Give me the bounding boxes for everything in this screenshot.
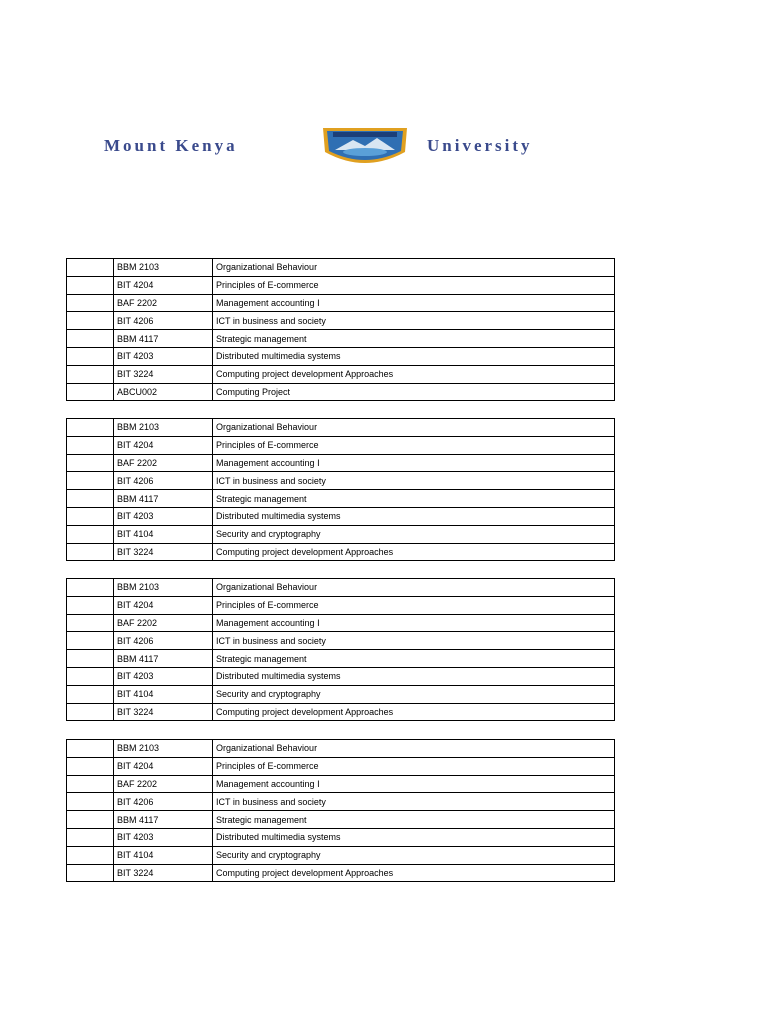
course-code-cell: BAF 2202 <box>114 294 213 312</box>
course-title-cell: Management accounting I <box>213 614 615 632</box>
table-row <box>67 347 615 365</box>
course-code-cell: ABCU002 <box>114 383 213 401</box>
course-code-cell: BBM 4117 <box>114 490 213 508</box>
table-row <box>67 846 615 864</box>
course-title-cell: Strategic management <box>213 490 615 508</box>
course-title-cell: ICT in business and society <box>213 472 615 490</box>
course-title-cell: Strategic management <box>213 811 615 829</box>
row-number-cell <box>67 650 114 668</box>
course-code-cell: BIT 4104 <box>114 685 213 703</box>
course-title-cell: Strategic management <box>213 650 615 668</box>
course-code-cell: BBM 2103 <box>114 259 213 277</box>
course-code-cell: BIT 4104 <box>114 846 213 864</box>
table-row <box>67 419 615 437</box>
course-title-cell: Principles of E-commerce <box>213 757 615 775</box>
row-number-cell <box>67 490 114 508</box>
table-row <box>67 579 615 597</box>
row-number-cell <box>67 740 114 758</box>
row-number-cell <box>67 632 114 650</box>
course-title-cell: Organizational Behaviour <box>213 419 615 437</box>
course-table-4 <box>66 739 615 882</box>
course-code-cell: BBM 4117 <box>114 650 213 668</box>
course-code-cell: BIT 3224 <box>114 864 213 882</box>
row-number-cell <box>67 312 114 330</box>
course-code-cell: BIT 4206 <box>114 312 213 330</box>
course-title-cell: Computing project development Approaches <box>213 864 615 882</box>
course-code-cell: BIT 4204 <box>114 276 213 294</box>
table-row <box>67 259 615 277</box>
course-title-cell: Principles of E-commerce <box>213 276 615 294</box>
table-row <box>67 828 615 846</box>
course-title-cell: Security and cryptography <box>213 685 615 703</box>
course-title-cell: Security and cryptography <box>213 846 615 864</box>
row-number-cell <box>67 543 114 561</box>
table-row <box>67 525 615 543</box>
course-table-body <box>67 259 615 401</box>
row-number-cell <box>67 596 114 614</box>
row-number-cell <box>67 347 114 365</box>
course-title-cell: Security and cryptography <box>213 525 615 543</box>
course-code-cell: BIT 3224 <box>114 543 213 561</box>
row-number-cell <box>67 703 114 721</box>
course-title-cell: Organizational Behaviour <box>213 579 615 597</box>
row-number-cell <box>67 828 114 846</box>
course-title-cell: ICT in business and society <box>213 632 615 650</box>
row-number-cell <box>67 757 114 775</box>
row-number-cell <box>67 259 114 277</box>
course-code-cell: BIT 4204 <box>114 436 213 454</box>
course-title-cell: Distributed multimedia systems <box>213 507 615 525</box>
table-row <box>67 614 615 632</box>
course-title-cell: Strategic management <box>213 330 615 348</box>
course-table-3 <box>66 578 615 721</box>
row-number-cell <box>67 507 114 525</box>
table-row <box>67 276 615 294</box>
course-title-cell: Computing Project <box>213 383 615 401</box>
row-number-cell <box>67 614 114 632</box>
table-row <box>67 685 615 703</box>
table-row <box>67 454 615 472</box>
course-title-cell: Principles of E-commerce <box>213 436 615 454</box>
course-title-cell: Principles of E-commerce <box>213 596 615 614</box>
course-title-cell: Distributed multimedia systems <box>213 828 615 846</box>
table-row <box>67 775 615 793</box>
course-code-cell: BAF 2202 <box>114 454 213 472</box>
table-row <box>67 596 615 614</box>
table-row <box>67 650 615 668</box>
course-table-body <box>67 579 615 721</box>
course-title-cell: Organizational Behaviour <box>213 740 615 758</box>
table-row <box>67 740 615 758</box>
row-number-cell <box>67 419 114 437</box>
table-row <box>67 667 615 685</box>
course-code-cell: BIT 3224 <box>114 703 213 721</box>
course-code-cell: BIT 4206 <box>114 472 213 490</box>
row-number-cell <box>67 667 114 685</box>
row-number-cell <box>67 436 114 454</box>
course-code-cell: BBM 2103 <box>114 419 213 437</box>
table-row <box>67 294 615 312</box>
course-title-cell: Management accounting I <box>213 454 615 472</box>
table-row <box>67 632 615 650</box>
course-table-body <box>67 419 615 561</box>
table-row <box>67 383 615 401</box>
course-code-cell: BIT 4104 <box>114 525 213 543</box>
table-row <box>67 757 615 775</box>
course-table-1 <box>66 258 615 401</box>
course-title-cell: Computing project development Approaches <box>213 543 615 561</box>
course-title-cell: Computing project development Approaches <box>213 365 615 383</box>
course-code-cell: BIT 4203 <box>114 828 213 846</box>
row-number-cell <box>67 330 114 348</box>
row-number-cell <box>67 454 114 472</box>
table-row <box>67 330 615 348</box>
row-number-cell <box>67 579 114 597</box>
course-code-cell: BIT 4204 <box>114 757 213 775</box>
course-code-cell: BIT 3224 <box>114 365 213 383</box>
course-title-cell: ICT in business and society <box>213 793 615 811</box>
table-row <box>67 436 615 454</box>
course-title-cell: Organizational Behaviour <box>213 259 615 277</box>
row-number-cell <box>67 775 114 793</box>
table-row <box>67 543 615 561</box>
row-number-cell <box>67 793 114 811</box>
table-row <box>67 312 615 330</box>
course-code-cell: BBM 2103 <box>114 740 213 758</box>
course-title-cell: Computing project development Approaches <box>213 703 615 721</box>
course-code-cell: BBM 4117 <box>114 330 213 348</box>
course-code-cell: BIT 4203 <box>114 667 213 685</box>
row-number-cell <box>67 811 114 829</box>
table-row <box>67 490 615 508</box>
course-code-cell: BIT 4203 <box>114 347 213 365</box>
course-title-cell: Management accounting I <box>213 775 615 793</box>
course-code-cell: BBM 4117 <box>114 811 213 829</box>
row-number-cell <box>67 276 114 294</box>
course-table-2 <box>66 418 615 561</box>
course-code-cell: BIT 4203 <box>114 507 213 525</box>
course-title-cell: Management accounting I <box>213 294 615 312</box>
row-number-cell <box>67 365 114 383</box>
university-header <box>100 126 580 168</box>
course-code-cell: BIT 4206 <box>114 793 213 811</box>
course-code-cell: BIT 4204 <box>114 596 213 614</box>
logo-text-right: University <box>427 136 533 155</box>
table-row <box>67 365 615 383</box>
table-row <box>67 507 615 525</box>
course-table-body <box>67 740 615 882</box>
course-title-cell: Distributed multimedia systems <box>213 667 615 685</box>
table-row <box>67 864 615 882</box>
logo-text-left: Mount Kenya <box>104 136 238 155</box>
row-number-cell <box>67 685 114 703</box>
table-row <box>67 703 615 721</box>
row-number-cell <box>67 846 114 864</box>
table-row <box>67 472 615 490</box>
course-code-cell: BIT 4206 <box>114 632 213 650</box>
table-row <box>67 811 615 829</box>
row-number-cell <box>67 383 114 401</box>
course-title-cell: ICT in business and society <box>213 312 615 330</box>
row-number-cell <box>67 472 114 490</box>
row-number-cell <box>67 294 114 312</box>
course-code-cell: BBM 2103 <box>114 579 213 597</box>
row-number-cell <box>67 525 114 543</box>
course-code-cell: BAF 2202 <box>114 775 213 793</box>
university-crest-icon <box>319 126 411 168</box>
course-title-cell: Distributed multimedia systems <box>213 347 615 365</box>
row-number-cell <box>67 864 114 882</box>
table-row <box>67 793 615 811</box>
course-code-cell: BAF 2202 <box>114 614 213 632</box>
